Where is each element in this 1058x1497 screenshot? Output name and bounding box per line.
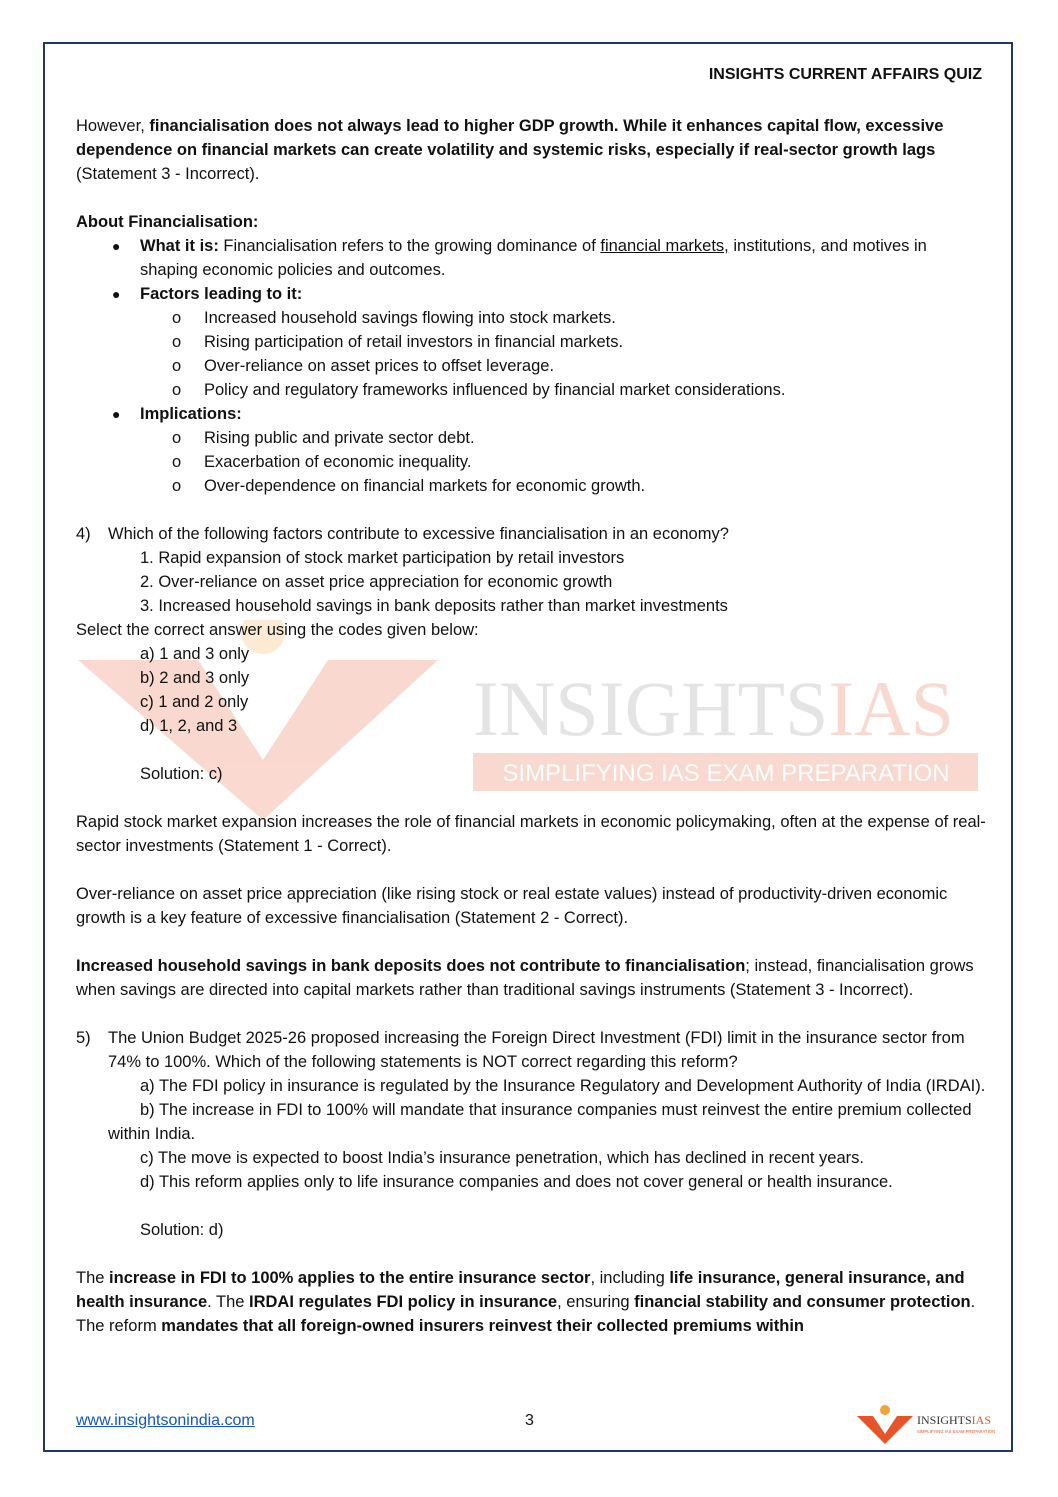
q4-option-a: a) 1 and 3 only: [140, 645, 250, 663]
circle-bullet-icon: o: [172, 429, 182, 447]
q4-explanation-1: Rapid stock market expansion increases the role of financial markets in economic policymaking, often at the expense of real-sector investments (Statement 1 - Correct).: [76, 813, 986, 855]
bullet-what-it-is: ● What it is: Financialisation refers to the growing dominance of financial markets, institutions, and motives in shaping economic policies and outcomes.: [76, 234, 986, 282]
factor-item: o Increased household savings flowing into stock markets.: [76, 306, 986, 330]
q4-option-c: c) 1 and 2 only: [140, 693, 249, 711]
circle-bullet-icon: o: [172, 309, 182, 327]
bullet-icon: ●: [112, 238, 121, 254]
financial-markets-link[interactable]: financial markets,: [600, 237, 729, 255]
q4-statement: 1. Rapid expansion of stock market participation by retail investors: [140, 549, 625, 567]
q4-option-d: d) 1, 2, and 3: [140, 717, 238, 735]
svg-text:INSIGHTSIAS: [917, 1413, 991, 1427]
intro-paragraph: However, financialisation does not always lead to higher GDP growth. While it enhances capital flow, excessive dependence on financial markets can create volatility and systemic risks, especially if real-sector growth lags (Statement 3 - Incorrect).: [76, 117, 944, 183]
page-header: INSIGHTS CURRENT AFFAIRS QUIZ: [708, 66, 982, 83]
circle-bullet-icon: o: [172, 477, 182, 495]
q4-statement: 3. Increased household savings in bank deposits rather than market investments: [140, 597, 728, 615]
bullet-icon: ●: [112, 286, 121, 302]
circle-bullet-icon: o: [172, 357, 182, 375]
q4-statement: 2. Over-reliance on asset price appreciation for economic growth: [140, 573, 613, 591]
q5-solution: Solution: d): [140, 1221, 224, 1239]
logo-brand-left: INSIGHTS: [917, 1413, 972, 1427]
main-content: [76, 114, 986, 1338]
implication-item: o Exacerbation of economic inequality.: [76, 450, 986, 474]
question-5: 5) The Union Budget 2025-26 proposed increasing the Foreign Direct Investment (FDI) limit in the insurance sector from 74% to 100%. Which of the following statements is NOT correct regarding this reform?: [76, 1029, 965, 1071]
circle-bullet-icon: o: [172, 453, 182, 471]
bullet-factors: ● Factors leading to it:: [76, 282, 986, 306]
factor-item: o Rising participation of retail investors in financial markets.: [76, 330, 986, 354]
bullet-implications: ● Implications:: [76, 402, 986, 426]
footer-website-link[interactable]: www.insightsonindia.com: [76, 1412, 255, 1429]
q4-explanation-3: Increased household savings in bank deposits does not contribute to financialisation; instead, financialisation grows when savings are directed into capital markets rather than traditional savings instruments (Statement 3 - Incorrect).: [76, 957, 974, 999]
insightsias-logo: [855, 1404, 1005, 1444]
implication-item: o Over-dependence on financial markets for economic growth.: [76, 474, 986, 498]
implication-item: o Rising public and private sector debt.: [76, 426, 986, 450]
q4-explanation-2: Over-reliance on asset price appreciation (like rising stock or real estate values) instead of productivity-driven economic growth is a key feature of excessive financialisation (Statement 2 - Correct).: [76, 885, 948, 927]
q5-option-d: d) This reform applies only to life insurance companies and does not cover general or health insurance.: [140, 1173, 893, 1191]
watermark-brand-right: IAS: [828, 665, 955, 752]
watermark-tagline: SIMPLIFYING IAS EXAM PREPARATION: [502, 760, 950, 787]
watermark-brand-left: INSIGHTS: [473, 665, 829, 752]
logo-brand-right: IAS: [971, 1413, 992, 1427]
q5-option-a: a) The FDI policy in insurance is regulated by the Insurance Regulatory and Development Authority of India (IRDAI).: [140, 1077, 986, 1095]
question-4: 4) Which of the following factors contribute to excessive financialisation in an economy?: [76, 525, 729, 543]
q5-explanation: The increase in FDI to 100% applies to the entire insurance sector, including life insurance, general insurance, and health insurance. The IRDAI regulates FDI policy in insurance, ensuring financial stability and consumer protection. The reform mandates that all foreign-owned insurers reinvest their collected premiums within: [76, 1269, 976, 1335]
q4-option-b: b) 2 and 3 only: [140, 669, 250, 687]
factor-item: o Policy and regulatory frameworks influenced by financial market considerations.: [76, 378, 986, 402]
about-heading: About Financialisation:: [76, 213, 259, 231]
circle-bullet-icon: o: [172, 381, 182, 399]
q4-solution: Solution: c): [140, 765, 223, 783]
page-number: 3: [525, 1412, 534, 1429]
bullet-icon: ●: [112, 406, 121, 422]
q4-prompt: Select the correct answer using the codes given below:: [76, 621, 479, 639]
logo-tagline: SIMPLIFYING IAS EXAM PREPARATION: [917, 1429, 996, 1434]
q5-option-b: b) The increase in FDI to 100% will mandate that insurance companies must reinvest the entire premium collected within India.: [108, 1101, 972, 1143]
factor-item: o Over-reliance on asset prices to offset leverage.: [76, 354, 986, 378]
circle-bullet-icon: o: [172, 333, 182, 351]
q5-option-c: c) The move is expected to boost India’s insurance penetration, which has declined in recent years.: [140, 1149, 864, 1167]
